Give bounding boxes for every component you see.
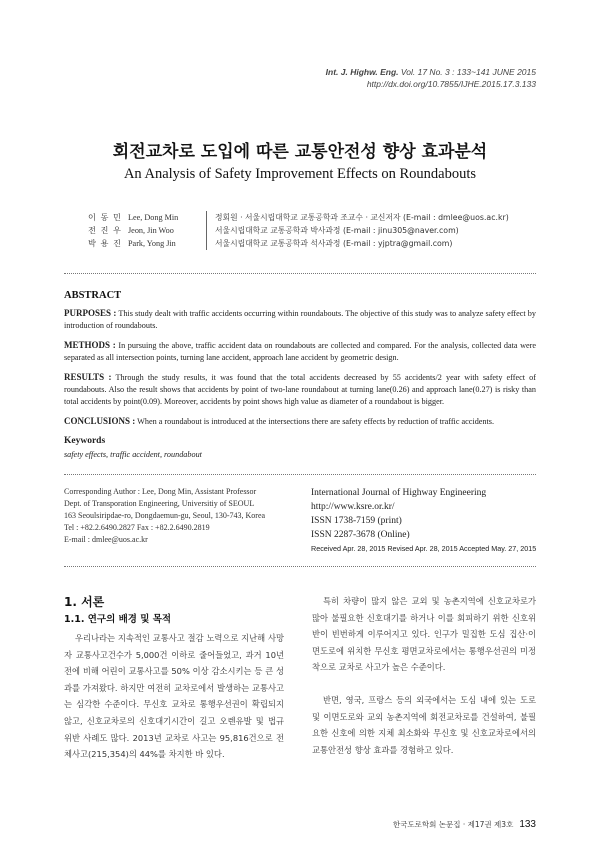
title-korean: 회전교차로 도입에 따른 교통안전성 향상 효과분석: [112, 142, 488, 162]
journal-citation: Vol. 17 No. 3 : 133~141 JUNE 2015: [400, 67, 536, 77]
abstract-section: [64, 290, 536, 461]
issn-print: ISSN 1738-7159 (print): [311, 516, 402, 526]
divider: [64, 474, 536, 475]
conclusions-label: CONCLUSIONS :: [64, 416, 136, 426]
issn-online: ISSN 2287-3678 (Online): [311, 530, 410, 540]
divider: [64, 273, 536, 274]
author-name-english: Lee, Dong Min: [128, 213, 179, 222]
doi-link[interactable]: http://dx.doi.org/10.7855/IJHE.2015.17.3.133: [366, 79, 536, 89]
abstract-methods: [64, 339, 536, 364]
author-row: [88, 224, 509, 237]
author-list: [88, 211, 509, 250]
journal-info-url[interactable]: http://www.ksre.or.kr/: [311, 502, 395, 512]
body-paragraph: 우리나라는 지속적인 교통사고 절감 노력으로 지난해 사망자 교통사고건수가 5,000건 이하로 줄어들었고, 과거 10년 전에 비해 어린이 교통사고를 50% 이상 감소시키는 등 큰 성과를 가져왔다. 하지만 여전히 교차로에서 발생하는 교통사고는 심각한 수준이다. 무신호 교차로 통행우선권이 확립되지 않고, 신호교차로의 신호대기시간이 길고 오렌유발 및 법규 위반 사례도 많다. 2013년 교차로 사고는 95,816건으로 전체사고(215,354)의 44%를 차지한 바 있다.: [64, 633, 284, 760]
results-label: RESULTS :: [64, 372, 112, 382]
author-affiliation: 정회원 · 서울시립대학교 교통공학과 조교수 · 교신저자 (E-mail : dmlee@uos.ac.kr): [206, 211, 509, 224]
section-heading: 1. 서론: [64, 595, 105, 609]
methods-text: In pursuing the above, traffic accident data on roundabouts are collected and compared. For the analysis, collected data were separated as all intersection points, turning lane accident, approach lane accident by geometric design.: [64, 341, 536, 362]
keywords-text: safety effects, traffic accident, roundabout: [64, 450, 202, 459]
conclusions-text: When a roundabout is introduced at the intersections there are safety effects by reduction of traffic accidents.: [137, 417, 495, 426]
footer-journal-ref: 한국도로학회 논문집 · 제17권 제3호: [392, 820, 514, 829]
corr-line: 163 Seoulsiripdae-ro, Dongdaemun-gu, Seoul, 130-743, Korea: [64, 511, 266, 520]
author-row: [88, 237, 509, 250]
author-name-korean: 전 진 우: [88, 225, 122, 235]
body-column-left: [64, 630, 284, 763]
corr-email[interactable]: E-mail : dmlee@uos.ac.kr: [64, 535, 148, 544]
divider: [64, 566, 536, 567]
purposes-label: PURPOSES :: [64, 308, 117, 318]
author-name-english: Park, Yong Jin: [128, 239, 176, 248]
abstract-purposes: [64, 307, 536, 332]
page-number: 133: [519, 819, 536, 830]
author-name-korean: 박 용 진: [88, 238, 122, 248]
author-affiliation: 서울시립대학교 교통공학과 박사과정 (E-mail : jinu305@naver.com): [206, 224, 459, 237]
journal-info: [311, 486, 536, 556]
journal-info-name: International Journal of Highway Engineering: [311, 488, 487, 498]
corresponding-author: [64, 486, 265, 546]
purposes-text: This study dealt with traffic accidents occurring within roundabouts. The objective of this study was to analyze safety effect by introduction of roundabouts.: [64, 309, 536, 330]
page-footer: [393, 819, 536, 830]
body-column-right: [312, 593, 536, 758]
author-affiliation: 서울시립대학교 교통공학과 석사과정 (E-mail : yjptra@gmail.com): [206, 237, 452, 250]
keywords-heading: Keywords: [64, 436, 106, 446]
corr-line: Tel : +82.2.6490.2827 Fax : +82.2.6490.2819: [64, 523, 210, 532]
journal-header: [326, 66, 536, 90]
journal-name: Int. J. Highw. Eng.: [325, 67, 399, 77]
methods-label: METHODS :: [64, 340, 116, 350]
author-name-english: Jeon, Jin Woo: [128, 226, 174, 235]
abstract-heading: ABSTRACT: [64, 290, 122, 301]
body-paragraph: 반면, 영국, 프랑스 등의 외국에서는 도심 내에 있는 도로 및 이면도로와 교외 농촌지역에 회전교차로를 건설하여, 불필요한 신호에 의한 지체 최소화와 무신호 및 신호교차로에서의 교통안전성 향상 효과를 경험하고 있다.: [312, 694, 536, 755]
submission-dates: Received Apr. 28, 2015 Revised Apr. 28, 2015 Accepted May. 27, 2015: [311, 544, 537, 553]
title-english: An Analysis of Safety Improvement Effects on Roundabouts: [123, 166, 477, 182]
author-row: [88, 211, 509, 224]
subsection-heading: 1.1. 연구의 배경 및 목적: [64, 614, 172, 625]
results-text: Through the study results, it was found that the total accidents decreased by 55 accidents/2 year with safety effect of roundabouts. Also the result shows that accidents by point of two-lane roundabout at turning lane(0.26) and approach lane(0.27) is risky than total accidents by point(0.09). Moreover, accidents by point shows high value as diameter of a roundabout is bigger.: [64, 373, 536, 406]
abstract-conclusions: [64, 415, 536, 428]
abstract-results: [64, 371, 536, 408]
author-name-korean: 이 동 민: [88, 212, 122, 222]
corr-line: Dept. of Transporation Engineering, Universitiy of SEOUL: [64, 499, 255, 508]
corr-line: Corresponding Author : Lee, Dong Min, Assistant Professor: [64, 487, 257, 496]
body-paragraph: 특히 차량이 많지 않은 교외 및 농촌지역에 신호교차로가 많아 불필요한 신호대기를 하거나 이를 회피하기 위한 신호위반이 빈번하게 이루어지고 있다. 인구가 밀집한 도심 집산·이면도로에 위치한 무신호 평면교차로에서는 통행우선권의 미정착으로 교차로 사고가 높은 수준이다.: [312, 596, 536, 673]
